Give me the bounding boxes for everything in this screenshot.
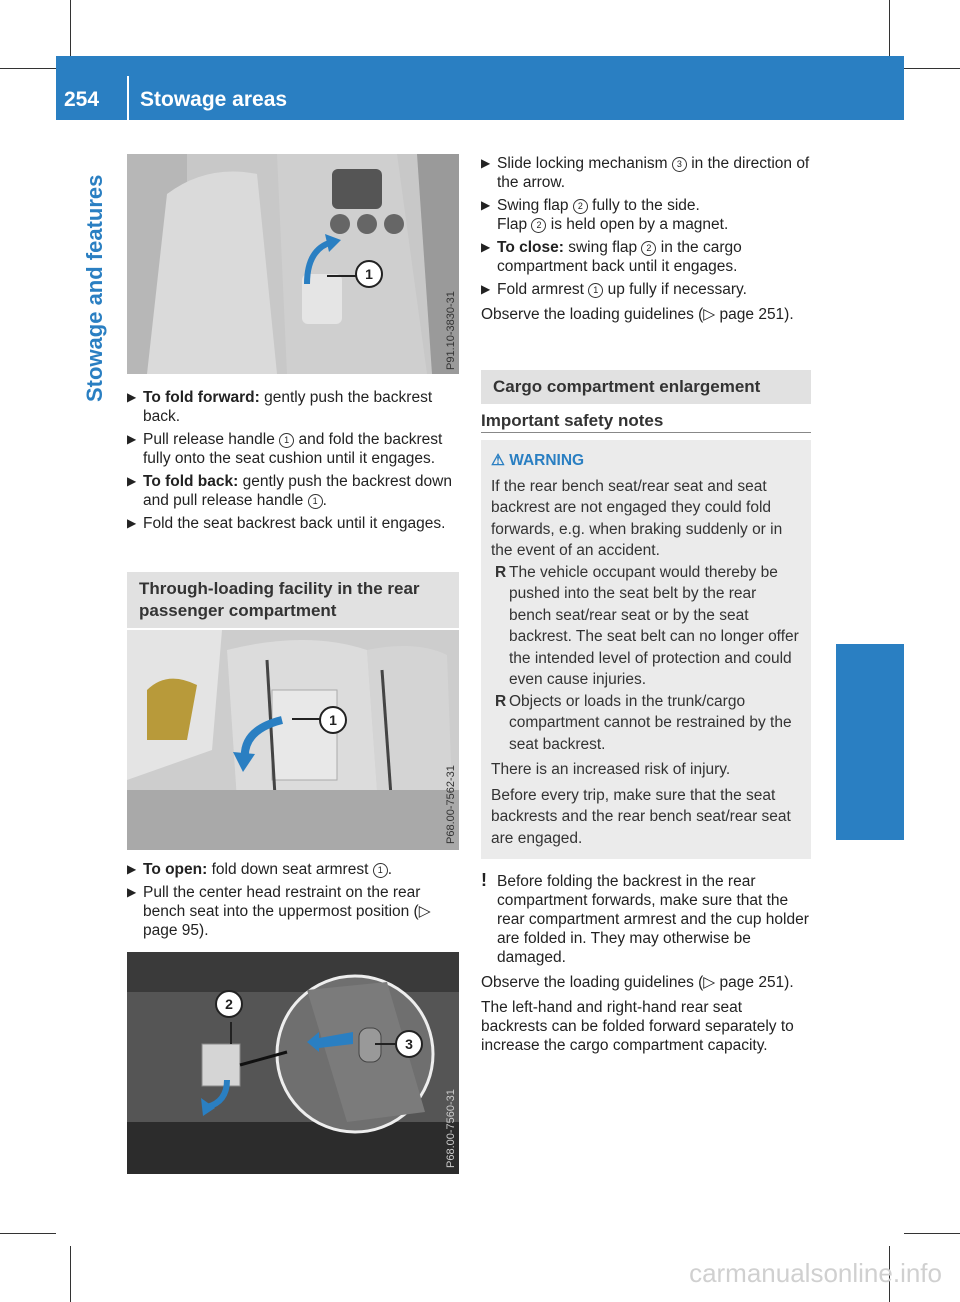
figure-code: P91.10-3830-31 [445, 291, 457, 370]
chapter-tab [836, 120, 904, 720]
callout-1: 1 [319, 706, 347, 734]
callout-1: 1 [355, 260, 383, 288]
warning-risk: There is an increased risk of injury. [491, 761, 731, 778]
note-block [481, 872, 811, 1055]
crop-mark [70, 1246, 71, 1302]
figure-through-loading-flap [127, 952, 459, 1174]
figure-code: P68.00-7562-31 [445, 765, 457, 844]
crop-mark [70, 0, 71, 56]
step-item: ▶ Fold the seat backrest back until it engages. [127, 515, 446, 532]
figure-armrest [127, 630, 459, 850]
step-item: ▶ Fold armrest 1 up fully if necessary. [481, 281, 747, 298]
watermark: carmanualsonline.info [689, 1258, 942, 1288]
step-item: ▶ Swing flap 2 fully to the side. Flap 2 is held open by a magnet. [481, 197, 729, 233]
crop-mark [904, 1233, 960, 1234]
right-steps [481, 154, 811, 324]
section-heading-through-loading: Through-loading facility in the rear passenger compartment [127, 572, 459, 628]
step-item: ▶ To fold forward: gently push the backrest back. [127, 389, 433, 425]
warning-bullet: R Objects or loads in the trunk/cargo compartment cannot be restrained by the seat backrest. [495, 692, 792, 753]
page-title: Stowage areas [140, 88, 288, 111]
section-heading-cargo: Cargo compartment enlargement [481, 370, 811, 404]
warning-icon: ⚠ [491, 452, 510, 469]
step-item: ▶ Slide locking mechanism 3 in the direction of the arrow. [481, 155, 810, 191]
observe-text: Observe the loading guidelines (▷ page 251). [481, 306, 794, 323]
step-item: ▶ To fold back: gently push the backrest down and pull release handle 1 . [127, 473, 452, 509]
rear-seat-illustration [127, 630, 459, 850]
crop-mark [889, 0, 890, 56]
note: ! Before folding the backrest in the rear compartment forwards, make sure that the rear compartment armrest and the cup holder are folded in. They may otherwise be damaged. [481, 870, 809, 966]
warning-advice: Before every trip, make sure that the seat backrests and the rear bench seat/rear seat are engaged. [491, 786, 791, 847]
step-item: ▶ Pull release handle 1 and fold the backrest fully onto the seat cushion until it engages. [127, 431, 443, 467]
final-text: The left-hand and right-hand rear seat backrests can be folded forward separately to increase the cargo compartment capacity. [481, 999, 794, 1054]
warning-heading: ⚠ WARNING [491, 452, 585, 469]
left-steps-2 [127, 860, 459, 944]
chapter-tab-label [84, 426, 104, 460]
step-item: ▶ To close: swing flap 2 in the cargo compartment back until it engages. [481, 239, 742, 275]
header-separator [127, 76, 129, 120]
warning-intro: If the rear bench seat/rear seat and seat backrest are not engaged they could fold forwards, e.g. when braking suddenly or in the event of an accident. [491, 477, 783, 559]
subheading-rule [481, 432, 811, 433]
crop-mark [904, 68, 960, 69]
figure-code: P68.00-7560-31 [445, 1089, 457, 1168]
observe-text: Observe the loading guidelines (▷ page 251). [481, 974, 794, 991]
warning-bullet: R The vehicle occupant would thereby be pushed into the seat belt by the rear bench seat/rear seat or by the seat backrest. The seat belt can no longer offer the intended level of protection and could even cause injuries. [495, 563, 799, 688]
seat-illustration [127, 154, 459, 374]
cargo-illustration [127, 952, 459, 1174]
exclamation-icon: ! [481, 870, 487, 890]
left-steps-1 [127, 388, 459, 537]
step-item: ▶ To open: fold down seat armrest 1 . [127, 861, 393, 878]
step-item: ▶ Pull the center head restraint on the rear bench seat into the uppermost position (▷ page 95). [127, 884, 431, 939]
page-number: 254 [64, 88, 100, 111]
callout-2: 2 [215, 990, 243, 1018]
subheading-safety: Important safety notes [481, 411, 664, 430]
callout-3: 3 [395, 1030, 423, 1058]
crop-mark [0, 1233, 56, 1234]
figure-backrest-release [127, 154, 459, 374]
warning-box [481, 440, 811, 859]
crop-mark [0, 68, 56, 69]
chapter-tab-text: Stowage and features [82, 174, 107, 402]
